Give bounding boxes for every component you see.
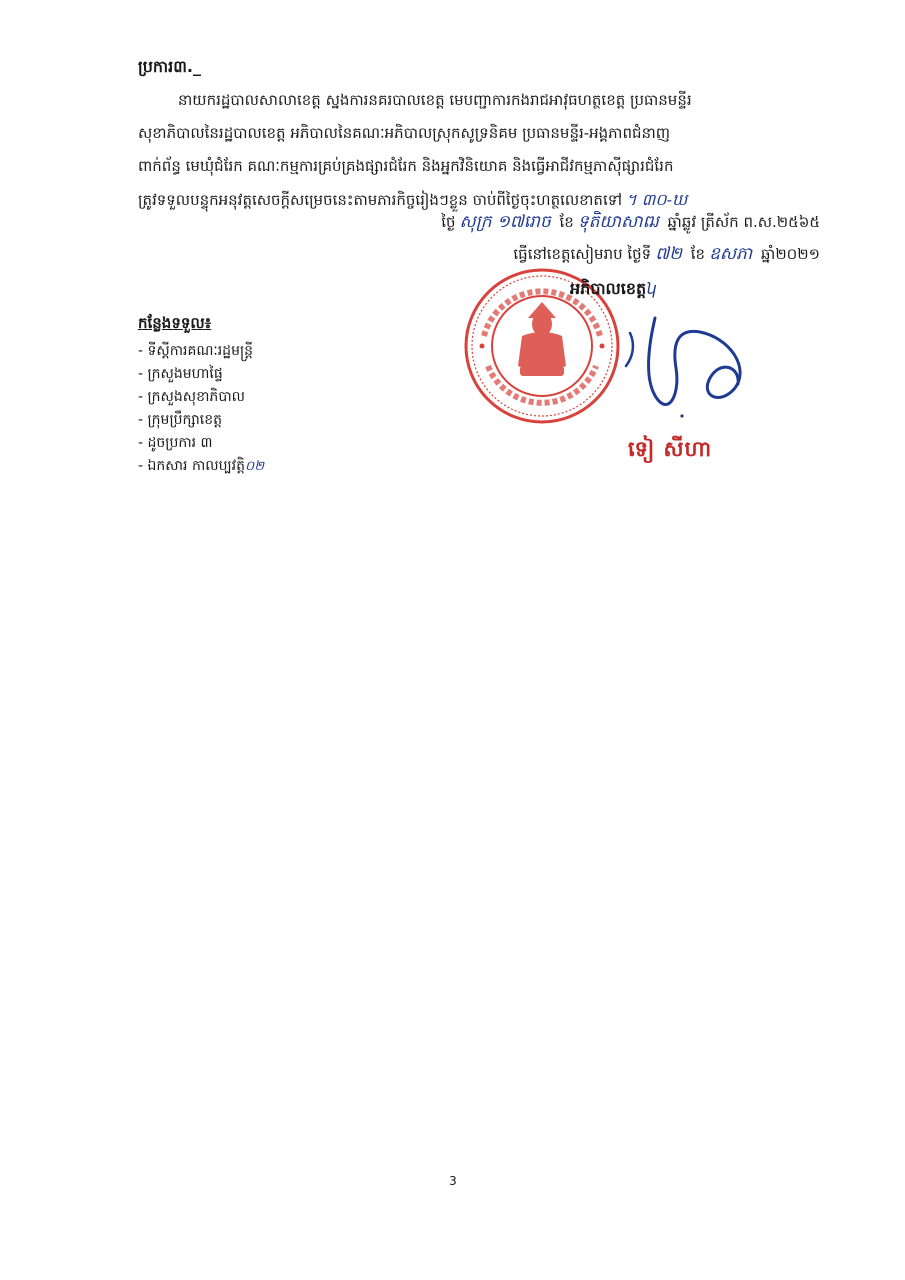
page-number: 3 — [449, 1174, 457, 1188]
lunar-month-prefix: ខែ — [559, 213, 574, 231]
recipient-item: - ក្រសួងមហាផ្ទៃ — [138, 366, 223, 382]
recipient-item-text: - ឯកសារ កាលប្បវត្តិ — [138, 458, 245, 474]
archive-handwritten-mark: ០២ — [245, 459, 265, 474]
recipient-item: - ក្រុមប្រឹក្សាខេត្ត — [138, 412, 223, 428]
recipient-item: - ក្រសួងសុខាភិបាល — [138, 389, 245, 405]
recipient-item: - ទីស្តីការគណៈរដ្ឋមន្ត្រី — [138, 343, 254, 359]
lunar-date-line — [340, 206, 820, 238]
article-heading: ប្រការ៣._ — [138, 57, 201, 76]
article-line: ពាក់ព័ន្ធ មេឃុំជំរែក គណៈកម្មការគ្រប់គ្រងផ្សារជំរែក និងអ្នកវិនិយោគ និងធ្វើអាជីវកម្មភាសុីផ្សារជំរែក — [138, 157, 674, 175]
article-line-text: ត្រូវទទួលបន្ទុកអនុវត្តសេចក្តីសម្រេចនេះតាមភារកិច្ចរៀងៗខ្លួន ចាប់ពីថ្ងៃចុះហត្ថលេខាតទៅ — [138, 191, 622, 209]
handwritten-signature — [560, 288, 760, 428]
recipients-heading: កន្លែងទទួល៖ — [138, 314, 212, 332]
place-prefix: ធ្វើនៅខេត្តសៀមរាប ថ្ងៃទី — [513, 245, 652, 263]
lunar-day-prefix: ថ្ងៃ — [441, 213, 456, 231]
lunar-month-handwritten: ទុតិយាសាឍ — [577, 212, 659, 232]
date-block — [340, 206, 820, 270]
lunar-day-handwritten: សុក្រ ១៧រោច — [459, 212, 551, 232]
handwritten-line-end: ។ ៣០-ឃ — [626, 190, 688, 209]
year: ឆ្នាំ២០២១ — [761, 245, 820, 263]
month-handwritten: ឧសភា — [709, 244, 753, 264]
day-handwritten: ៧២ — [655, 244, 682, 264]
recipient-item-archive — [138, 455, 264, 478]
month-label: ខែ — [690, 245, 706, 263]
governor-title-mark: ʮ — [646, 279, 656, 298]
recipient-item: - ដូចប្រការ ៣ — [138, 435, 213, 451]
recipients-list — [138, 340, 264, 478]
governor-name: ទៀ សីហា — [628, 437, 713, 461]
article-line: សុខាភិបាលនៃរដ្ឋបាលខេត្ត អភិបាលនៃគណៈអភិបាលស្រុកសូទ្រនិគម ប្រធានមន្ទីរ-អង្គភាពជំនាញ — [138, 124, 671, 142]
article-body — [138, 84, 814, 216]
governor-title-text: អភិបាលខេត្ត — [570, 279, 647, 298]
lunar-year: ឆ្នាំឆ្លូវ ត្រីស័ក ព.ស.២៥៦៥ — [667, 213, 820, 231]
article-line: នាយករដ្ឋបាលសាលាខេត្ត ស្នងការនគរបាលខេត្ត មេបញ្ជាការកងរាជអាវុធហត្ថខេត្ត ប្រធានមន្ទីរ — [178, 91, 692, 109]
